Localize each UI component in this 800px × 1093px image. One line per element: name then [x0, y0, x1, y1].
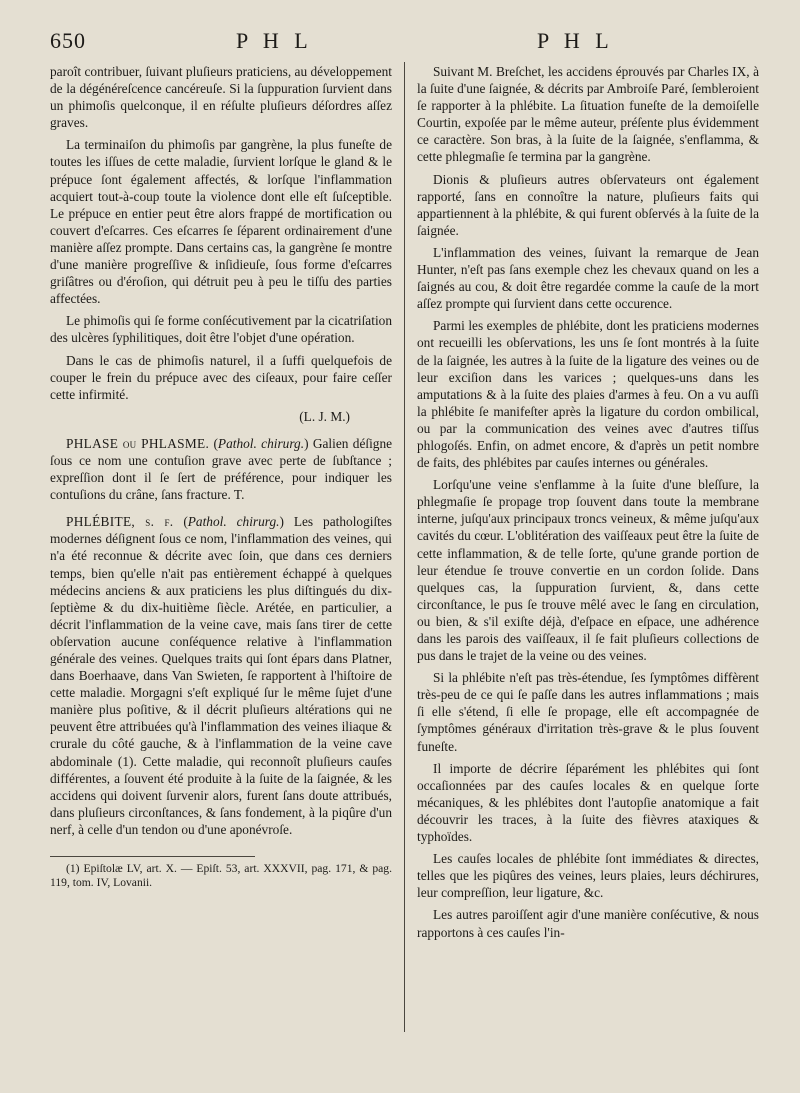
author-signature: (L. J. M.) [299, 408, 350, 424]
paragraph: Les cauſes locales de phlébite ſont immédiates & directes, telles que les piqûres des veines, leurs plaies, leurs déchirures, leur compreſſion, leur ligature, &c. [417, 851, 759, 901]
running-head-left: P H L [236, 28, 313, 53]
entry-headword: PHLÉBITE, ſ. f. [66, 514, 174, 530]
column-divider [404, 62, 405, 1032]
paragraph: Les autres paroiſſent agir d'une manière conſécutive, & nous rapportons à ces cauſes l'in- [417, 907, 759, 940]
entry-field-label: Pathol. chirurg. [187, 514, 280, 530]
paragraph: Parmi les exemples de phlébite, dont les praticiens modernes ont recueilli les obſervations, les uns ſe ſont montrés à la ſuite de la ſaignée, les autres à la ſuite de la ligature des veines ou de leur exciſion dans les varices ; quelques-uns dans les amputations & à la ſuite des plaies d'armes à feu. On a vu auſſi la phlébite ſe manifeſter après la ligature du cordon ombilical, ou par la communication des veines avec d'autres tiſſus phlogoſés. Enfin, on admet encore, & d'après un petit nombre de faits, des phlébites par cauſes internes ou générales. [417, 318, 759, 471]
paragraph: La terminaiſon du phimoſis par gangrène, la plus funeſte de toutes les iſſues de cette maladie, ſurvient lorſque le gland & le prépuce ſont également affectés, & lorſque l'inflammation acquiert tout-à-coup toute la violence dont elle eſt ſuſceptible. Le prépuce en entier peut être alors frappé de mortification ou couvert d'eſcarres. Ces eſcarres ſe ſéparent ordinairement d'une manière aſſez prompte. Dans certains cas, la gangrène ſe montre d'une manière progreſſive & inſidieuſe, ſous forme d'eſcarres griſâtres ou d'éroſion, qui détruit peu à peu le tiſſu des parties affectées. [50, 137, 392, 307]
page-header [50, 28, 760, 60]
paragraph: Le phimoſis qui ſe forme conſécutivement par la cicatriſation des ulcères ſyphilitiques, doit être l'objet d'une opération. [50, 313, 392, 346]
left-column [50, 63, 392, 895]
paragraph: L'inflammation des veines, ſuivant la remarque de Jean Hunter, n'eſt pas ſans exemple chez les chevaux quand on les a ſaignés au cou, & doit être regardée comme la cauſe de la mort aſſez prompte qui ſurvient dans cette occurence. [417, 244, 759, 312]
paragraph: Si la phlébite n'eſt pas très-étendue, ſes ſymptômes diffèrent très-peu de ce qui ſe paſſe dans les autres inflammations ; mais ſi elle s'étend, ſi elle ſe propage, elle eſt accompagnée de ſymptômes généraux d'irritation très-grave & le plus ſouvent funeſte. [417, 670, 759, 754]
entry-text: Galien déſigne ſous ce nom une contuſion grave avec perte de ſubſtance ; expreſſion dont il ſe ſert de préférence, pour indiquer les contuſions du crâne, ſans fracture. T. [50, 435, 393, 503]
paragraph: Lorſqu'une veine s'enflamme à la ſuite d'une bleſſure, la phlegmaſie ſe propage trop ſouvent dans toute la membrane interne, juſqu'aux principaux troncs veineux, & même juſqu'aux cavités du cœur. L'oblitération des vaiſſeaux peut être la ſuite de cette inflammation, & de telle ſorte, qu'une grande portion de leur étendue ſe trouve convertie en un cordon ſolide. Dans quelques cas, la ſuppuration ſurvient, &, dans cette circonſtance, le pus ſe trouve mêlé avec le ſang en circulation, ou bien, & s'il exiſte déjà, d'eſpace en eſpace, une adhérence dans les parois des vaiſſeaux, il ſe fait pluſieurs collections de pus dans le trajet de la veine ou des veines. [417, 477, 759, 664]
entry-phlase: PHLASE ou PHLASME. (Pathol. chirurg.) Galien déſigne ſous ce nom une contuſion grave avec perte de ſubſtance ; expreſſion dont il ſe ſert de préférence, pour indiquer les contuſions du crâne, ſans fracture. T. [50, 435, 393, 503]
entry-phlebite: PHLÉBITE, ſ. f. (Pathol. chirurg.) Les pathologiſtes modernes déſignent ſous ce nom, l'inflammation des veines, qui n'a été reconnue & décrite avec ſoin, que dans ces derniers temps, bien qu'elle n'ait pas entièrement échappé à quelques médecins anciens & aux praticiens les plus diſtingués du dix-ſeptième & du dix-huitième ſiècle. Arétée, en particulier, a décrit l'inflammation de la veine cave, mais ſans tirer de cette obſervation aucune conſéquence relative à l'inflammation générale des veines. Quelques traits qui ſont épars dans Platner, dans Boerhaave, dans Van Swieten, ſe rapportent à l'hiſtoire de cette maladie. Morgagni s'eſt expliqué ſur le même ſujet d'une manière plus poſitive, & il décrit pluſieurs altérations qui ne peuvent être attribuées qu'à l'inflammation des veines iliaque & crurale du côté gauche, & à l'inflammation de la veine cave abdominale (1). Cette maladie, qui reconnoît pluſieurs cauſes différentes, a ſouvent été produite à la ſuite de la ſaignée, & les accidens qui doivent ſurvenir alors, furent ſans doute attribués, dans pluſieurs circonſtances, & ſans fondement, à la piqûre d'un nerf, à celle d'un tendon ou d'une aponévroſe. [50, 514, 392, 837]
entry-field-label: Pathol. chirurg. [217, 435, 305, 451]
footnote: (1) Epiſtolæ LV, art. X. — Epiſt. 53, art. XXXVII, pag. 171, & pag. 119, tom. IV, Lovanii. [50, 862, 392, 890]
paragraph: Dionis & pluſieurs autres obſervateurs ont également rapporté, ſans en connoître la nature, pluſieurs faits qui appartiennent à la phlébite, & qui furent obſervés à la ſuite de la ſaignée. [417, 171, 759, 238]
footnote-rule [50, 856, 255, 857]
paragraph: Suivant M. Breſchet, les accidens éprouvés par Charles IX, à la ſuite d'une ſaignée, & décrits par Ambroiſe Paré, ſembleroient ſe rapporter à la phlébite. La ſituation funeſte de la demoiſelle Courtin, expoſée par le même auteur, préſente plus évidemment ce caractère. Son bras, à la ſuite de la ſaignée, s'enflamma, & cette phlegmaſie ſe termina par la gangrène. [417, 64, 759, 165]
running-head-right: P H L [537, 28, 614, 53]
page-number: 650 [50, 28, 86, 53]
right-column [417, 63, 759, 946]
entry-headword: PHLASE ou PHLASME. [66, 435, 210, 451]
entry-text: Les pathologiſtes modernes déſignent ſous ce nom, l'inflammation des veines, qui n'a été reconnue & décrite avec ſoin, que dans ces derniers temps, bien qu'elle n'ait pas entièrement échappé à quelques médecins anciens & aux praticiens les plus diſtingués du dix-ſeptième & du dix-huitième ſiècle. Arétée, en particulier, a décrit l'inflammation de la veine cave, mais ſans tirer de cette obſervation aucune conſéquence relative à l'inflammation générale des veines. Quelques traits qui ſont épars dans Platner, dans Boerhaave, dans Van Swieten, ſe rapportent à l'hiſtoire de cette maladie. Morgagni s'eſt expliqué ſur le même ſujet d'une manière plus poſitive, & il décrit pluſieurs altérations qui ne peuvent être attribuées qu'à l'inflammation des veines iliaque & crurale du côté gauche, & à l'inflammation de la veine cave abdominale (1). Cette maladie, qui reconnoît pluſieurs cauſes différentes, a ſouvent été produite à la ſuite de la ſaignée, & les accidens qui doivent ſurvenir alors, furent ſans doute attribués, dans pluſieurs circonſtances, & ſans fondement, à la piqûre d'un nerf, à celle d'un tendon ou d'une aponévroſe. [50, 514, 392, 837]
paragraph: paroît contribuer, ſuivant pluſieurs praticiens, au développement de la dégénéreſcence cancéreuſe. Si la ſuppuration ſurvient dans un phimoſis quelconque, il en réſulte pluſieurs déſordres aſſez graves. [50, 64, 392, 131]
paragraph: Dans le cas de phimoſis naturel, il a ſuffi quelquefois de couper le frein du prépuce avec des ciſeaux, pour faire ceſſer cette infirmité. [50, 352, 392, 402]
paragraph: Il importe de décrire ſéparément les phlébites qui ſont occaſionnées par des cauſes locales & en quelque ſorte mécaniques, & les phlébites dont l'autopſie anatomique a fait découvrir les traces, à la ſuite des fièvres ataxiques & typhoïdes. [417, 760, 759, 845]
